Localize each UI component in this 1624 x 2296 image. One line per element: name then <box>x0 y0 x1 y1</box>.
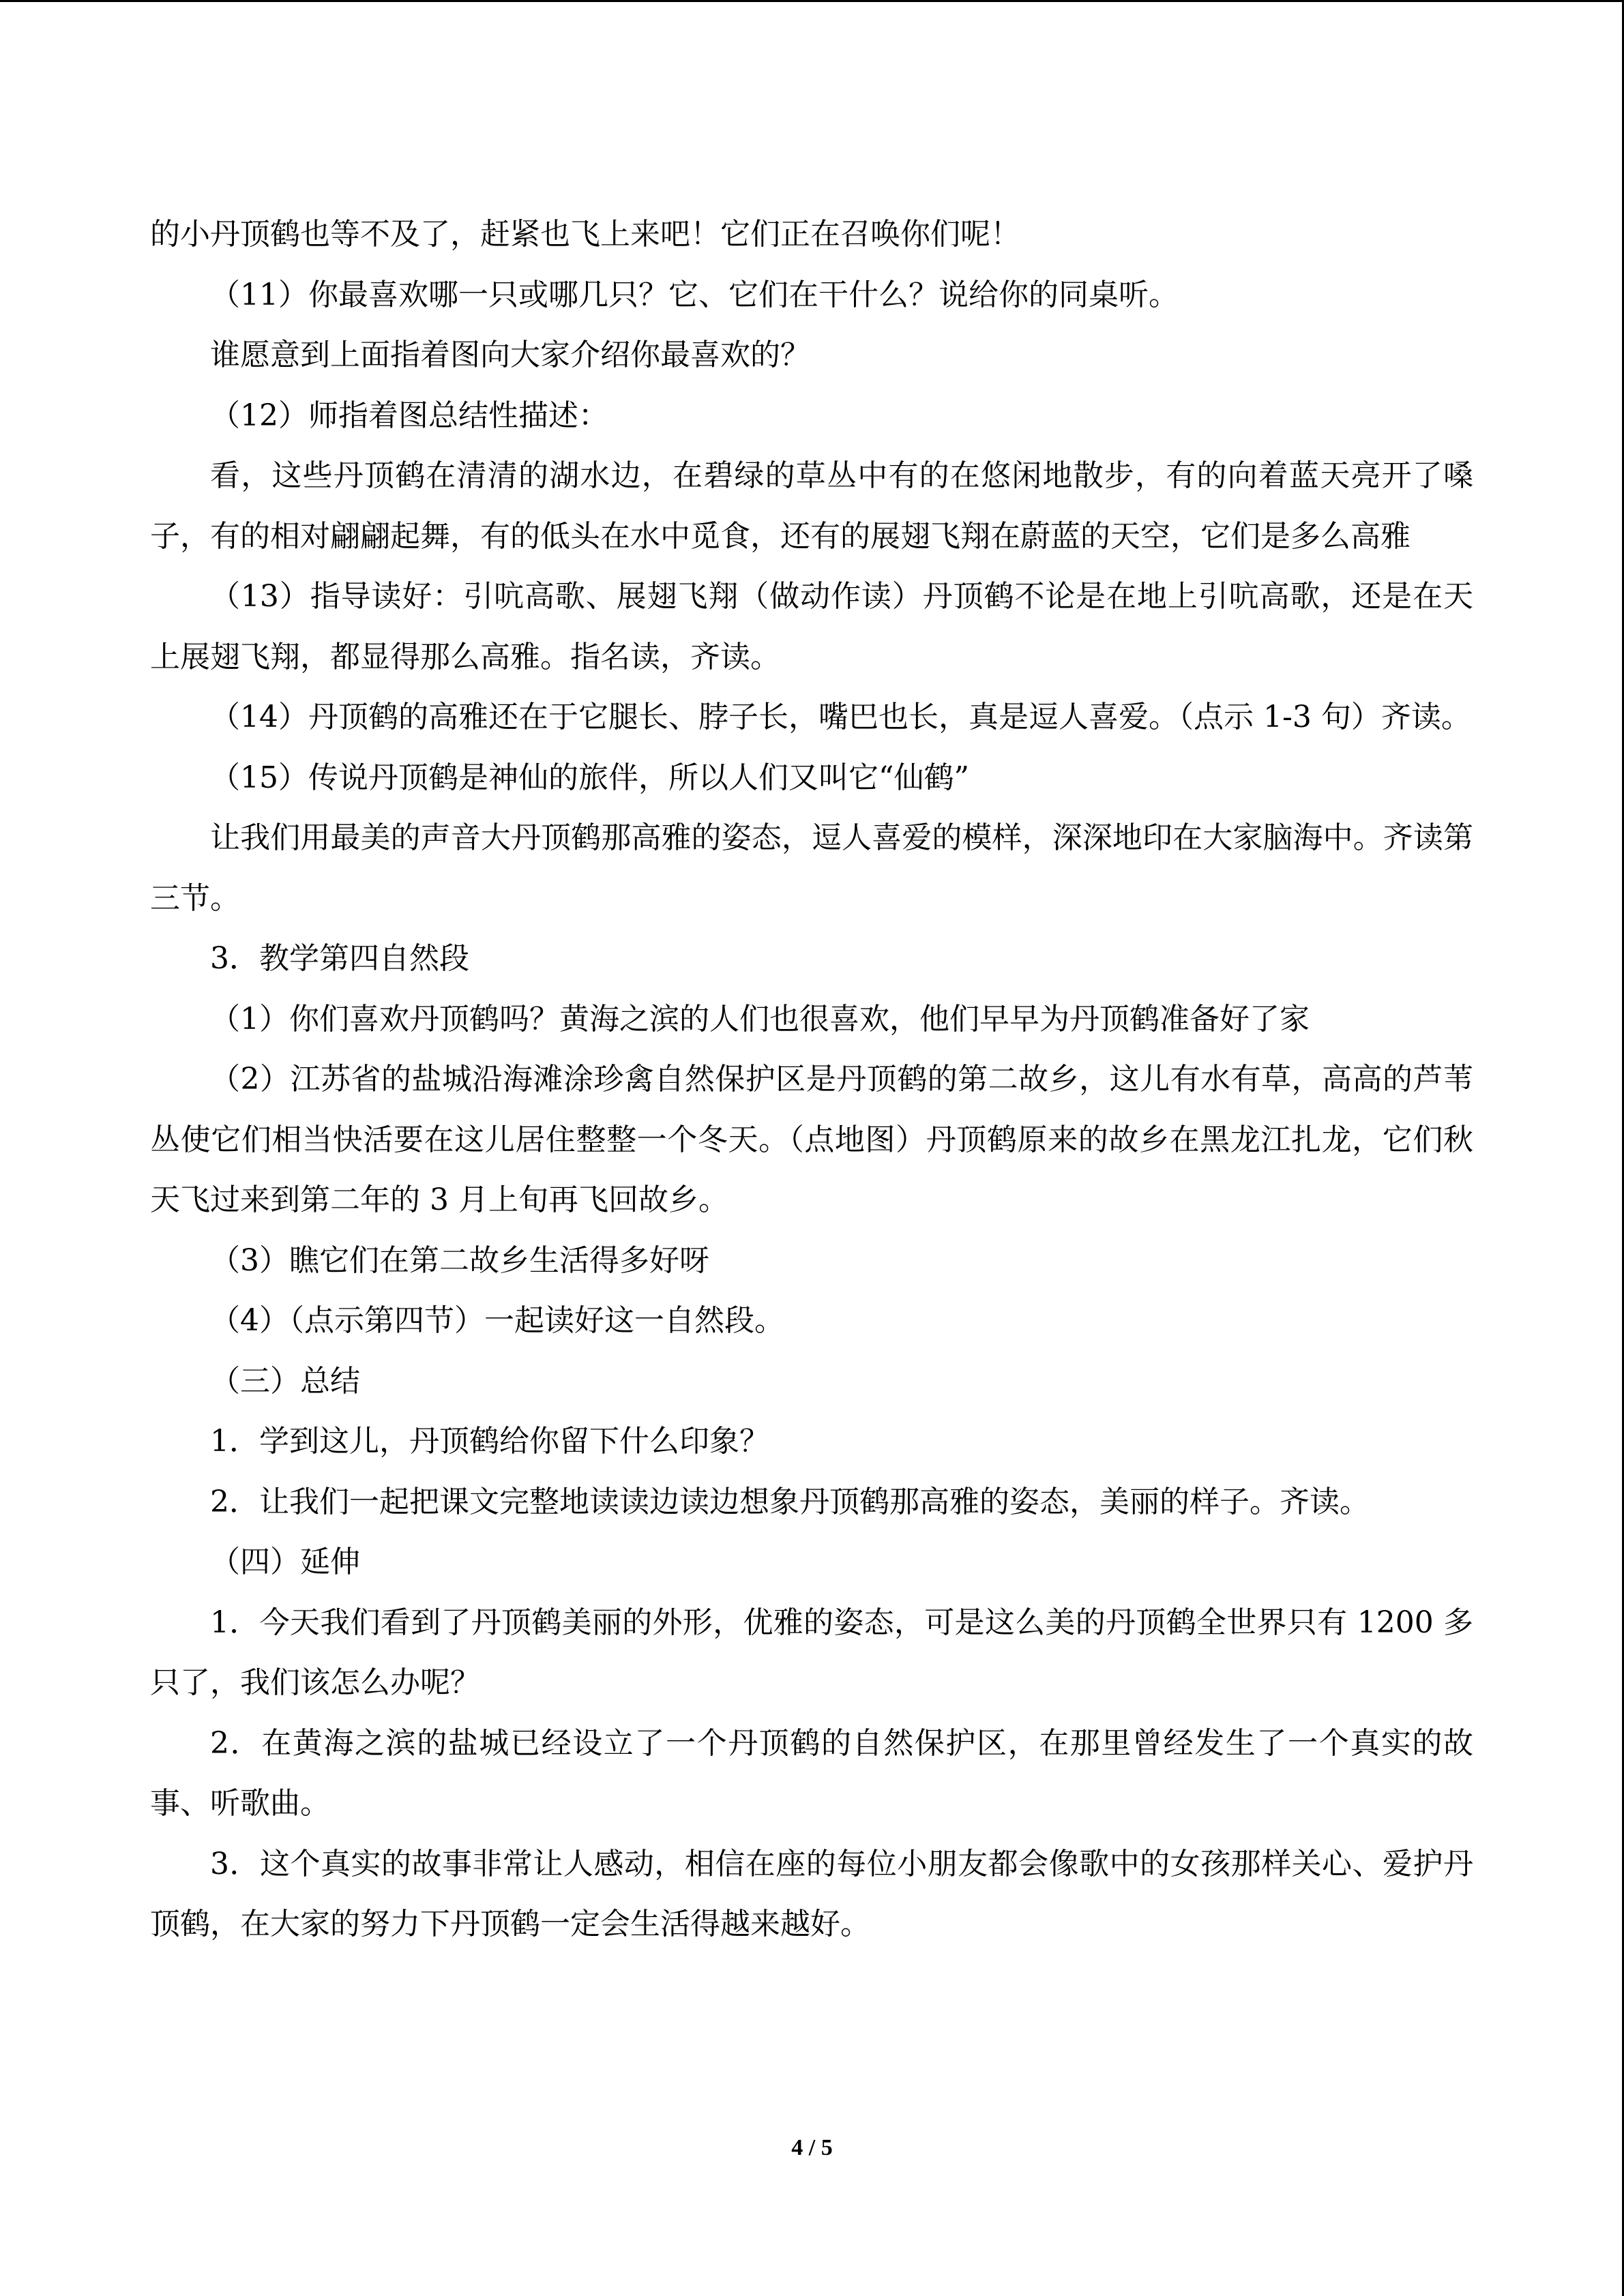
paragraph-item-2: （2）江苏省的盐城沿海滩涂珍禽自然保护区是丹顶鹤的第二故乡，这儿有水有草，高高的芦苇丛使它们相当快活要在这儿居住整整一个冬天。（点地图）丹顶鹤原来的故乡在黑龙江扎龙，它们秋天飞过来到第二年的 3 月上旬再飞回故乡。 <box>150 1062 1473 1217</box>
summary-item-2: 2．让我们一起把课文完整地读读边读边想象丹顶鹤那高雅的姿态，美丽的样子。齐读。 <box>210 1484 1370 1519</box>
extension-item-3: 3．这个真实的故事非常让人感动，相信在座的每位小朋友都会像歌中的女孩那样关心、爱护丹顶鹤，在大家的努力下丹顶鹤一定会生活得越来越好。 <box>150 1846 1473 1941</box>
page-number: 4 / 5 <box>791 2135 833 2160</box>
document-body <box>150 205 1473 1955</box>
extension-item-2: 2．在黄海之滨的盐城已经设立了一个丹顶鹤的自然保护区，在那里曾经发生了一个真实的故事、听歌曲。 <box>150 1725 1473 1821</box>
paragraph-step-11: （11）你最喜欢哪一只或哪几只？它、它们在干什么？说给你的同桌听。 <box>210 277 1179 312</box>
paragraph-step-13: （13）指导读好：引吭高歌、展翅飞翔（做动作读）丹顶鹤不论是在地上引吭高歌，还是在天上展翅飞翔，都显得那么高雅。指名读，齐读。 <box>150 579 1473 674</box>
section-heading-paragraph-4: 3．教学第四自然段 <box>210 941 469 976</box>
paragraph-continuation: 的小丹顶鹤也等不及了，赶紧也飞上来吧！它们正在召唤你们呢！ <box>150 217 1020 252</box>
paragraph-step-15: （15）传说丹顶鹤是神仙的旅伴，所以人们又叫它“仙鹤” <box>210 760 969 795</box>
paragraph-item-1: （1）你们喜欢丹顶鹤吗？黄海之滨的人们也很喜欢，他们早早为丹顶鹤准备好了家 <box>210 1001 1310 1037</box>
summary-item-1: 1．学到这儿，丹顶鹤给你留下什么印象？ <box>210 1424 769 1459</box>
paragraph-step-12: （12）师指着图总结性描述： <box>210 398 608 433</box>
paragraph-prompt: 谁愿意到上面指着图向大家介绍你最喜欢的？ <box>210 338 810 372</box>
paragraph-reading: 让我们用最美的声音大丹顶鹤那高雅的姿态，逗人喜爱的模样，深深地印在大家脑海中。齐读第三节。 <box>150 820 1473 916</box>
paragraph-item-4: （4）（点示第四节）一起读好这一自然段。 <box>210 1303 784 1338</box>
page-border-top <box>0 0 1624 2</box>
paragraph-item-3: （3）瞧它们在第二故乡生活得多好呀 <box>210 1242 709 1278</box>
paragraph-step-14: （14）丹顶鹤的高雅还在于它腿长、脖子长，嘴巴也长，真是逗人喜爱。（点示 1-3 句）齐读。 <box>210 700 1471 734</box>
paragraph-description: 看，这些丹顶鹤在清清的湖水边，在碧绿的草丛中有的在悠闲地散步，有的向着蓝天亮开了嗓子，有的相对翩翩起舞，有的低头在水中觅食，还有的展翅飞翔在蔚蓝的天空，它们是多么高雅 <box>150 458 1473 554</box>
section-heading-extension: （四）延伸 <box>210 1545 360 1579</box>
section-heading-summary: （三）总结 <box>210 1363 360 1399</box>
extension-item-1: 1．今天我们看到了丹顶鹤美丽的外形，优雅的姿态，可是这么美的丹顶鹤全世界只有 1200 多只了，我们该怎么办呢？ <box>150 1605 1473 1700</box>
